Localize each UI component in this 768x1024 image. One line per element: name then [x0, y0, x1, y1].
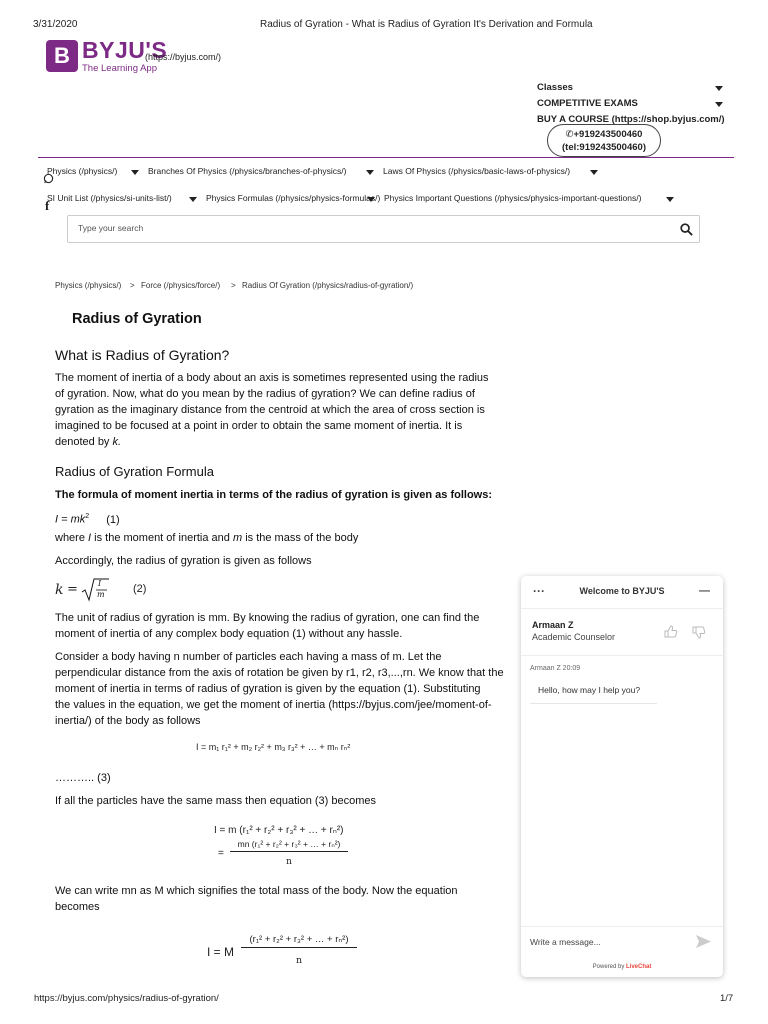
equation-2 — [55, 577, 175, 605]
chat-message-bubble — [530, 677, 657, 704]
menu-si-caret-icon[interactable] — [189, 197, 197, 202]
menu-important-questions[interactable]: Physics Important Questions (/physics/physics-important-questions/) — [384, 193, 642, 203]
brand-tagline: The Learning App — [82, 63, 158, 74]
equation-4-numerator: mn (r₁² + r₂² + r₃² + … + rₙ²) — [230, 839, 348, 852]
logo-letter: B — [54, 43, 70, 68]
menu-physics[interactable]: Physics (/physics/) — [47, 166, 118, 176]
page-title: Radius of Gyration — [72, 311, 202, 327]
intro-paragraph — [55, 370, 515, 450]
chat-divider — [521, 655, 723, 656]
where-text: where — [55, 532, 85, 544]
equation-1 — [55, 509, 515, 528]
phone-button[interactable] — [547, 124, 661, 157]
powered-by — [521, 964, 723, 970]
formula-bold-line: The formula of moment inertia in terms of the radius of gyration is given as follows: — [55, 489, 493, 501]
unit-paragraph — [55, 610, 525, 642]
chat-agent-name: Armaan Z — [532, 620, 574, 630]
equation-5-lhs: I = M — [207, 945, 235, 959]
same-mass-line: If all the particles have the same mass then equation (3) becomes — [55, 795, 377, 807]
chat-menu-icon[interactable]: ··· — [533, 584, 545, 598]
chat-widget[interactable] — [521, 576, 723, 977]
menu-laws[interactable]: Laws Of Physics (/physics/basic-laws-of-physics/) — [383, 166, 571, 176]
section-heading: What is Radius of Gyration? — [55, 347, 230, 363]
eq2-k: k — [55, 582, 64, 598]
menu-branches-caret-icon[interactable] — [366, 170, 374, 175]
print-date: 3/31/2020 — [33, 19, 78, 30]
livechat-brand[interactable]: LiveChat — [626, 964, 652, 970]
search-box[interactable] — [67, 215, 700, 243]
buy-course-link[interactable]: BUY A COURSE (https://shop.byjus.com/) — [537, 114, 725, 125]
consider-line: moment of inertia in terms of radius of gyration is given by the equation (1). Substituting — [55, 683, 481, 695]
print-page-title: Radius of Gyration - What is Radius of Gyration It's Derivation and Formula — [260, 19, 593, 30]
intro-line: denoted by — [55, 436, 110, 448]
k-variable: k. — [112, 436, 122, 448]
menu-questions-caret-icon[interactable] — [666, 197, 674, 202]
chat-message-text: Hello, how may I help you? — [538, 685, 641, 695]
intro-line: imagined to be focused at a point in order to obtain the same moment of inertia. It is — [55, 420, 463, 432]
menu-formulas[interactable]: Physics Formulas (/physics/physics-formulas/) — [206, 193, 381, 203]
consider-line: the values in the equation, we get the moment of inertia (https://byjus.com/jee/moment-of- — [55, 699, 492, 711]
intro-line: The moment of inertia of a body about an axis is sometimes represented using the radius — [55, 372, 489, 384]
chat-divider — [521, 926, 723, 927]
home-link[interactable]: (https://byjus.com/) — [145, 52, 222, 62]
accordingly-line: Accordingly, the radius of gyration is given as follows — [55, 555, 312, 567]
consider-line: perpendicular distance from the axis of rotation be given by r1, r2, r3,...,rn. We know that the — [55, 667, 504, 679]
consider-paragraph — [55, 649, 525, 729]
header-divider — [38, 157, 734, 158]
phone-tel: (tel:919243500460) — [562, 142, 646, 153]
write-paragraph — [55, 883, 515, 915]
where-I: I — [88, 532, 92, 544]
where-text: is the moment of inertia and — [94, 532, 230, 544]
powered-text: Powered by — [592, 964, 625, 970]
unit-line: moment of inertia of any complex body equation (1) without any hassle. — [55, 628, 403, 640]
phone-icon: ✆ — [565, 129, 574, 140]
chat-message-meta: Armaan Z 20:09 — [530, 665, 581, 672]
eq2-I: I — [98, 579, 102, 588]
phone-number: +919243500460 — [573, 129, 643, 140]
chat-title: Welcome to BYJU'S — [579, 586, 665, 596]
facebook-icon[interactable]: f — [45, 198, 50, 213]
intro-line: gyration as the imaginary distance from the centroid at which the area of cross section is — [55, 404, 485, 416]
classes-caret-icon[interactable] — [715, 86, 723, 91]
unit-line: The unit of radius of gyration is mm. By knowing the radius of gyration, one can find the — [55, 612, 480, 624]
competitive-caret-icon[interactable] — [715, 102, 723, 107]
chat-message-input[interactable]: Write a message... — [530, 937, 601, 947]
competitive-exams-menu[interactable]: COMPETITIVE EXAMS — [537, 98, 638, 109]
where-m: m — [232, 532, 243, 544]
footer-url: https://byjus.com/physics/radius-of-gyration/ — [34, 993, 219, 1004]
equation-4-denominator: n — [286, 857, 292, 867]
breadcrumb-separator: > — [130, 281, 135, 290]
brand-name[interactable]: BYJU'S — [82, 37, 168, 63]
classes-menu[interactable]: Classes — [537, 82, 573, 93]
equation-5-denominator: n — [295, 955, 303, 966]
equation-4-equals: = — [218, 848, 224, 859]
search-input[interactable] — [76, 222, 640, 234]
write-line: becomes — [55, 901, 100, 913]
menu-laws-caret-icon[interactable] — [590, 170, 598, 175]
menu-physics-caret-icon[interactable] — [131, 170, 139, 175]
breadcrumb-current[interactable]: Radius Of Gyration (/physics/radius-of-gyration/) — [242, 281, 414, 290]
eq1-number: (1) — [106, 513, 120, 526]
formula-heading: Radius of Gyration Formula — [55, 464, 214, 479]
byjus-logo[interactable] — [46, 40, 78, 72]
where-line — [55, 530, 515, 546]
intro-line: of gyration. Now, what do you mean by the radius of gyration? We can define radius of — [55, 388, 475, 400]
eq1-sup: 2 — [85, 513, 90, 520]
equation-3: I = m₁ r₁² + m₂ r₂² + m₃ r₃² + … + mₙ rₙ² — [196, 742, 351, 752]
search-icon[interactable] — [680, 223, 693, 236]
thumbs-down-icon[interactable] — [692, 626, 706, 639]
where-text: is the mass of the body — [245, 532, 359, 544]
eq2-equals: = — [67, 582, 78, 597]
chat-minimize-icon[interactable]: — — [699, 585, 710, 597]
eq1-lhs: I — [55, 513, 59, 526]
write-line: We can write mn as M which signifies the total mass of the body. Now the equation — [55, 885, 458, 897]
consider-line: inertia/) of the body as follows — [55, 715, 201, 727]
menu-formulas-caret-icon[interactable] — [367, 197, 375, 202]
breadcrumb-physics[interactable]: Physics (/physics/) — [55, 281, 122, 290]
send-icon[interactable] — [696, 935, 711, 948]
chat-agent-role: Academic Counselor — [532, 632, 616, 642]
breadcrumb-force[interactable]: Force (/physics/force/) — [141, 281, 221, 290]
equation-5-numerator: (r₁² + r₂² + r₃² + … + rₙ²) — [241, 934, 357, 948]
eq2-number: (2) — [133, 583, 147, 595]
breadcrumb-separator: > — [231, 281, 236, 290]
chat-divider — [521, 608, 723, 609]
thumbs-up-icon[interactable] — [664, 625, 678, 638]
eq1-rhs: = mk — [61, 513, 86, 526]
equation-4-line1: I = m (r₁² + r₂² + r₃² + … + rₙ²) — [214, 825, 344, 836]
footer-page-number: 1/7 — [720, 993, 734, 1004]
eq2-m: m — [97, 590, 105, 599]
menu-branches[interactable]: Branches Of Physics (/physics/branches-of-physics/) — [148, 166, 347, 176]
consider-line: Consider a body having n number of particles each having a mass of m. Let the — [55, 651, 442, 663]
menu-si-units[interactable]: SI Unit List (/physics/si-units-list/) — [47, 193, 172, 203]
equation-3-label: ……….. (3) — [55, 772, 111, 784]
